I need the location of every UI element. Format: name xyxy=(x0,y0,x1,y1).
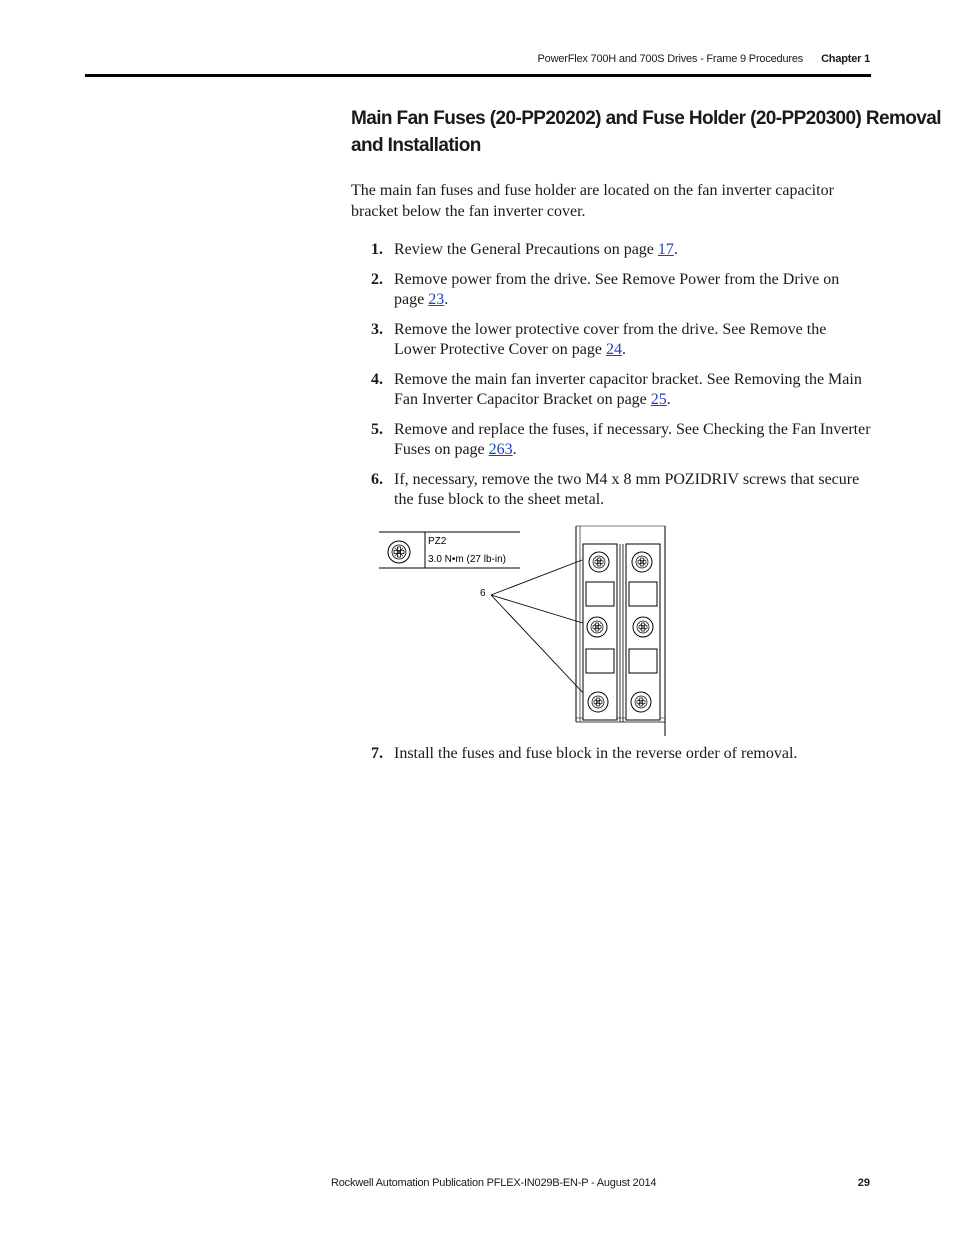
final-step-list xyxy=(351,744,871,774)
step-item xyxy=(351,320,871,360)
steps-list xyxy=(351,240,871,520)
step-text: Review the General Precautions on page xyxy=(394,241,658,258)
screw-icon xyxy=(633,617,653,637)
step-number: 2. xyxy=(371,271,383,288)
step-number: 5. xyxy=(371,421,383,438)
screw-icon xyxy=(632,552,652,572)
step-number: 7. xyxy=(371,745,383,762)
step-number: 6. xyxy=(371,471,383,488)
callout-number: 6 xyxy=(480,588,486,599)
step-number: 4. xyxy=(371,371,383,388)
step-text: Remove the main fan inverter capacitor bracket. See Removing the Main Fan Inverter Capacitor Bracket on page xyxy=(394,371,862,408)
page-number: 29 xyxy=(857,1177,870,1189)
screw-icon xyxy=(587,617,607,637)
section-title xyxy=(351,105,941,159)
tool-label: PZ2 xyxy=(428,536,447,547)
page-link[interactable]: 25 xyxy=(650,391,667,408)
publication-footer: Rockwell Automation Publication PFLEX-IN029B-EN-P - August 2014 xyxy=(331,1177,657,1189)
running-header xyxy=(538,53,870,65)
step-punct: . xyxy=(444,291,449,308)
step-punct: . xyxy=(512,441,517,458)
screw-icon xyxy=(631,692,651,712)
step-punct: . xyxy=(673,241,678,258)
torque-label: 3.0 N•m (27 lb-in) xyxy=(428,554,506,565)
running-title: PowerFlex 700H and 700S Drives - Frame 9 Procedures xyxy=(537,53,804,65)
step-item xyxy=(351,420,871,460)
intro-paragraph: The main fan fuses and fuse holder are located on the fan inverter capacitor bracket below the fan inverter cover. xyxy=(351,182,834,220)
step-punct: . xyxy=(666,391,671,408)
page-link[interactable]: 17 xyxy=(657,241,674,258)
step-item xyxy=(351,270,871,310)
step-text: Remove power from the drive. See Remove Power from the Drive on page xyxy=(394,271,840,308)
step-item xyxy=(351,240,871,260)
pozidriv-icon xyxy=(388,541,410,563)
page-link[interactable]: 23 xyxy=(428,291,445,308)
step-text: Remove the lower protective cover from the drive. See Remove the Lower Protective Cover on page xyxy=(394,321,827,358)
step-text: If, necessary, remove the two M4 x 8 mm POZIDRIV screws that secure the fuse block to the sheet metal. xyxy=(394,471,860,508)
step-number: 3. xyxy=(371,321,383,338)
screw-icon xyxy=(589,552,609,572)
step-item xyxy=(351,470,871,510)
chapter-label: Chapter 1 xyxy=(821,53,870,65)
page-link[interactable]: 263 xyxy=(488,441,513,458)
fuse-block-drawing xyxy=(370,522,690,742)
step-text: Remove and replace the fuses, if necessary. See Checking the Fan Inverter Fuses on page xyxy=(394,421,871,458)
screw-icon xyxy=(588,692,608,712)
header-rule xyxy=(85,74,871,77)
step-text: Install the fuses and fuse block in the reverse order of removal. xyxy=(394,745,798,762)
step-item xyxy=(351,370,871,410)
section-title-line-1: Main Fan Fuses (20-PP20202) and Fuse Holder (20-PP20300) Removal xyxy=(351,108,941,129)
step-item xyxy=(351,744,871,764)
section-title-line-2: and Installation xyxy=(351,135,481,156)
step-punct: . xyxy=(621,341,626,358)
fuse-block-figure xyxy=(370,522,690,742)
step-number: 1. xyxy=(371,241,383,258)
page-link[interactable]: 24 xyxy=(605,341,622,358)
callout-leaders xyxy=(491,560,586,696)
